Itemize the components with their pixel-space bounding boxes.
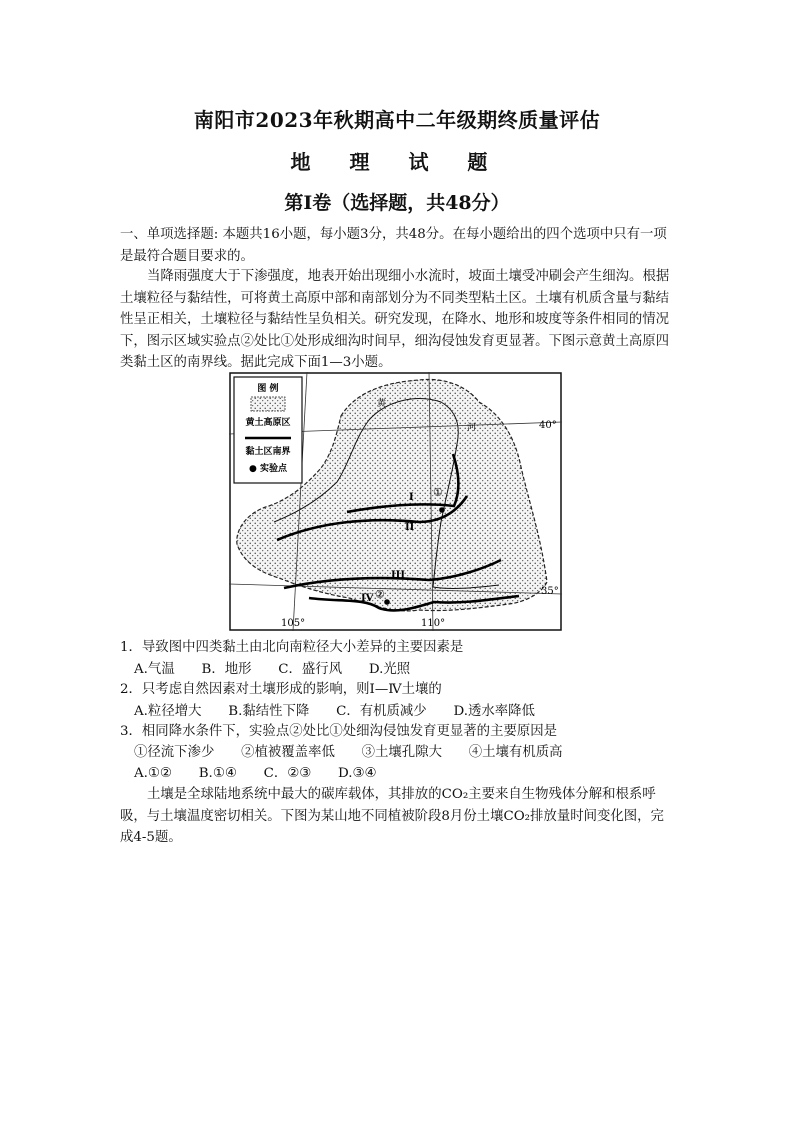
exam-title: 南阳市2023年秋期高中二年级期终质量评估 xyxy=(193,108,601,132)
question-2-options: A.粒径增大 B.黏结性下降 C．有机质减少 D.透水率降低 xyxy=(134,704,535,719)
passage-2: 土壤是全球陆地系统中最大的碳库载体，其排放的CO₂主要来自生物残体分解和根系呼吸，与土壤温度密切相关。下图为某山地不同植被阶段8月份土壤CO₂排放量时间变化图，完成4-5题。 xyxy=(120,787,664,845)
experiment-point-1 xyxy=(439,507,445,513)
legend-plateau-label: 黄土高原区 xyxy=(245,418,291,428)
loess-plateau-map xyxy=(229,372,562,631)
label-zone-iv: IV xyxy=(361,593,374,604)
question-3-stem: 3．相同降水条件下，实验点②处比①处细沟侵蚀发育更显著的主要原因是 xyxy=(120,724,558,739)
label-huang: 黄 xyxy=(377,399,387,409)
label-lat-40: 40° xyxy=(539,420,557,431)
question-3-options: A.①② B.①④ C．②③ D.③④ xyxy=(134,766,377,781)
label-point-1: ① xyxy=(433,486,443,499)
label-lon-105: 105° xyxy=(281,618,306,629)
question-3-statements: ①径流下渗少 ②植被覆盖率低 ③土壤孔隙大 ④土壤有机质高 xyxy=(134,745,563,760)
label-he: 河 xyxy=(467,423,477,433)
question-2-stem: 2．只考虑自然因素对土壤形成的影响，则Ⅰ—Ⅳ土壤的 xyxy=(120,682,442,697)
legend-boundary-label: 黏土区南界 xyxy=(245,447,291,457)
section-title: 第I卷（选择题，共48分） xyxy=(284,192,510,214)
subject-title: 地 理 试 题 xyxy=(290,150,504,174)
label-lat-35: 35° xyxy=(541,586,559,597)
label-point-2: ② xyxy=(375,588,385,601)
passage-1: 当降雨强度大于下渗强度，地表开始出现细小水流时，坡面土壤受冲刷会产生细沟。根据土壤粒径与黏结性，可将黄土高原中部和南部划分为不同类型粘土区。土壤有机质含量与黏结性呈正相关，土壤粒径与黏结性呈负相关。研究发现，在降水、地形和坡度等条件相同的情况下，图示区域实验点②处比①处形成细沟时间早，细沟侵蚀发育更显著。下图示意黄土高原四类黏土区的南界线。据此完成下面1—3小题。 xyxy=(120,269,670,370)
experiment-point-2 xyxy=(384,599,390,605)
legend-title: 图 例 xyxy=(257,384,279,394)
label-lon-110: 110° xyxy=(421,618,446,629)
question-1-options: A.气温 B．地形 C．盛行风 D.光照 xyxy=(134,662,411,677)
question-1-stem: 1．导致图中四类黏土由北向南粒径大小差异的主要因素是 xyxy=(120,640,464,655)
legend-plateau-swatch xyxy=(251,397,285,411)
instructions: 一、单项选择题: 本题共16小题，每小题3分，共48分。在每小题给出的四个选项中只有一项是最符合题目要求的。 xyxy=(120,227,667,264)
label-zone-iii: III xyxy=(391,570,406,581)
label-zone-ii: II xyxy=(405,522,415,533)
legend-point-label: ● 实验点 xyxy=(249,464,287,474)
label-zone-i: I xyxy=(409,492,414,503)
